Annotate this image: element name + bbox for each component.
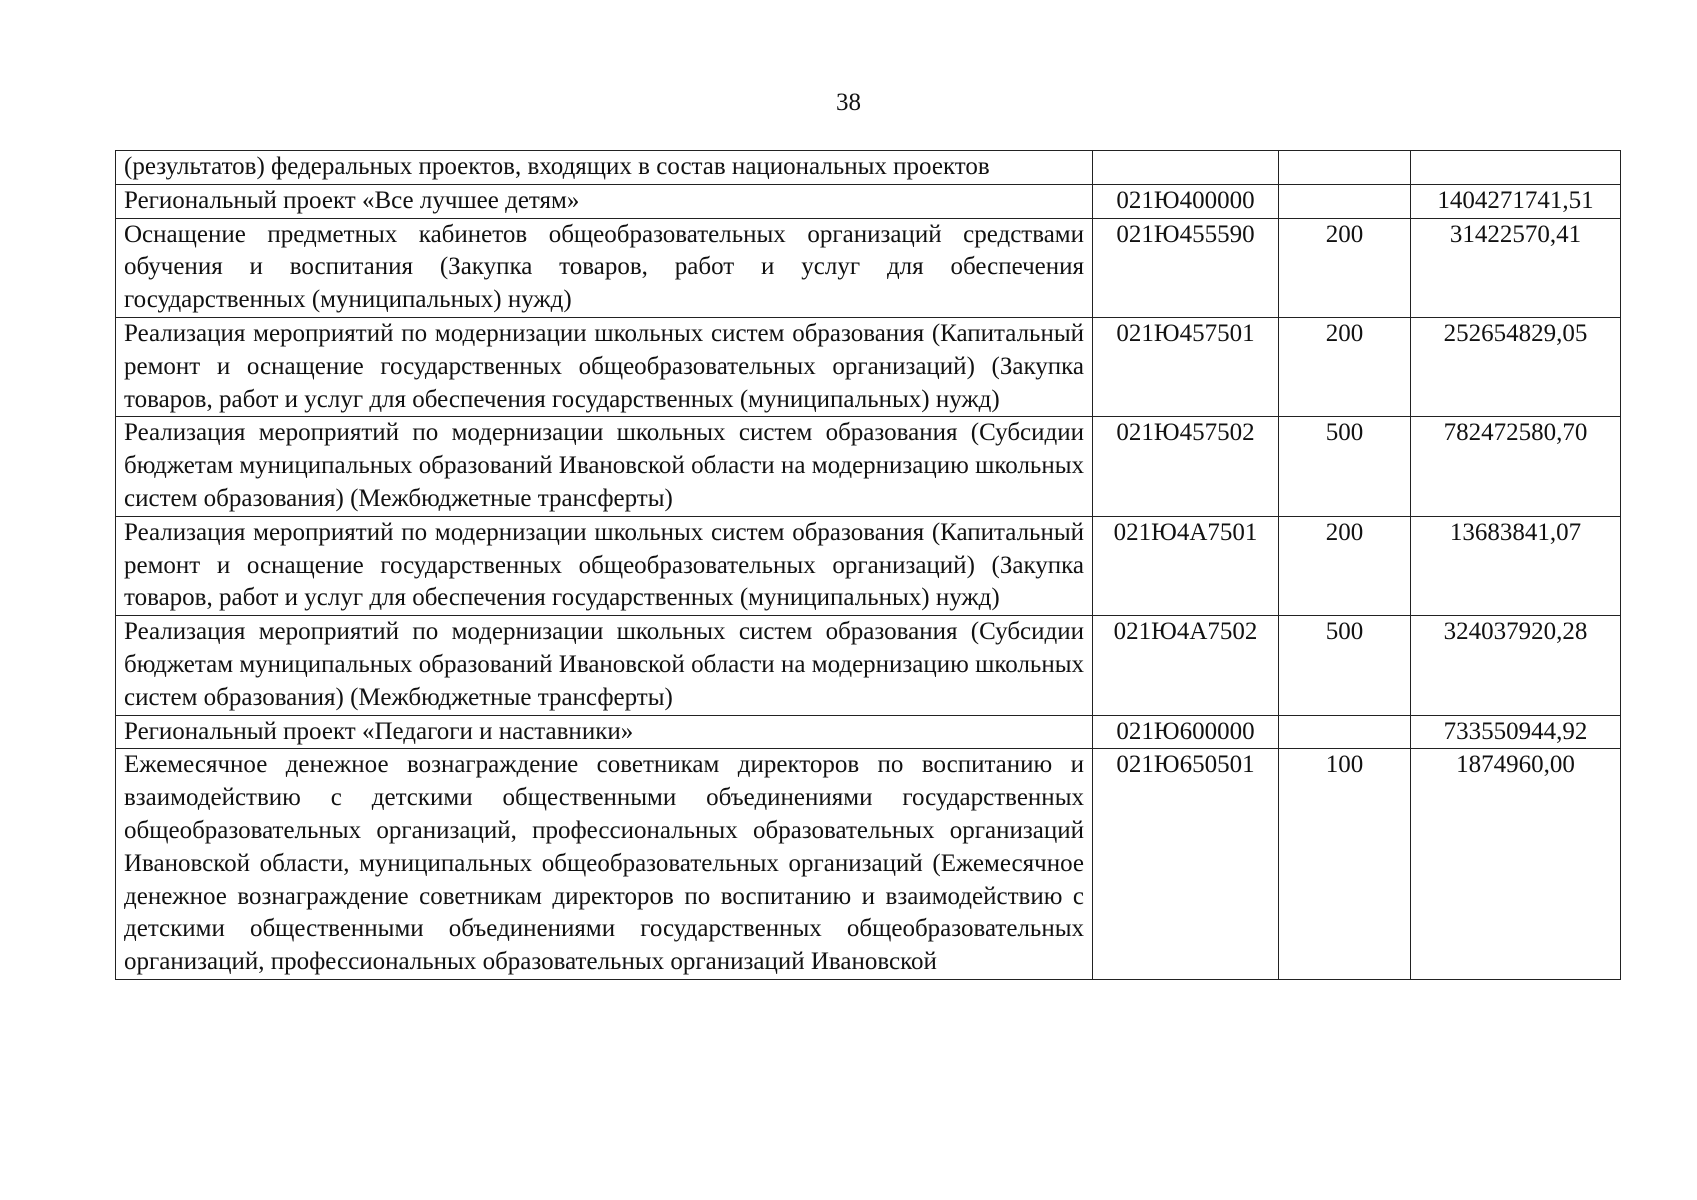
row-code-cell: 021Ю455590 bbox=[1093, 218, 1279, 317]
row-amount-cell: 1874960,00 bbox=[1411, 749, 1621, 980]
table-row bbox=[116, 715, 1621, 749]
row-code-cell: 021Ю457502 bbox=[1093, 417, 1279, 516]
table-row bbox=[116, 516, 1621, 615]
row-amount-cell: 782472580,70 bbox=[1411, 417, 1621, 516]
row-code-cell: 021Ю600000 bbox=[1093, 715, 1279, 749]
page-number: 38 bbox=[836, 89, 861, 116]
table-row bbox=[116, 218, 1621, 317]
budget-table-body bbox=[116, 151, 1621, 980]
row-expense-type-cell bbox=[1279, 151, 1411, 185]
row-amount-cell: 13683841,07 bbox=[1411, 516, 1621, 615]
row-amount-cell: 324037920,28 bbox=[1411, 616, 1621, 715]
row-expense-type-cell: 500 bbox=[1279, 417, 1411, 516]
row-expense-type-cell: 200 bbox=[1279, 317, 1411, 416]
row-name-cell: (результатов) федеральных проектов, входящих в состав национальных проектов bbox=[116, 151, 1093, 185]
row-expense-type-cell bbox=[1279, 184, 1411, 218]
budget-table bbox=[115, 150, 1621, 980]
row-code-cell: 021Ю650501 bbox=[1093, 749, 1279, 980]
row-amount-cell: 1404271741,51 bbox=[1411, 184, 1621, 218]
row-amount-cell: 252654829,05 bbox=[1411, 317, 1621, 416]
row-name-cell: Ежемесячное денежное вознаграждение советникам директоров по воспитанию и взаимодействию с детскими общественными объединениями государственных общеобразовательных организаций, профессиональных образовательных организаций Ивановской области, муниципальных общеобразовательных организаций (Ежемесячное денежное вознаграждение советникам директоров по воспитанию и взаимодействию с детскими общественными объединениями государственных общеобразовательных организаций, профессиональных образовательных организаций Ивановской bbox=[116, 749, 1093, 980]
row-amount-cell: 733550944,92 bbox=[1411, 715, 1621, 749]
table-row bbox=[116, 616, 1621, 715]
row-expense-type-cell bbox=[1279, 715, 1411, 749]
row-name-cell: Реализация мероприятий по модернизации школьных систем образования (Субсидии бюджетам муниципальных образований Ивановской области на модернизацию школьных систем образования) (Межбюджетные трансферты) bbox=[116, 417, 1093, 516]
row-expense-type-cell: 200 bbox=[1279, 218, 1411, 317]
row-code-cell: 021Ю4А7502 bbox=[1093, 616, 1279, 715]
row-name-cell: Реализация мероприятий по модернизации школьных систем образования (Субсидии бюджетам муниципальных образований Ивановской области на модернизацию школьных систем образования) (Межбюджетные трансферты) bbox=[116, 616, 1093, 715]
row-expense-type-cell: 200 bbox=[1279, 516, 1411, 615]
row-code-cell: 021Ю4А7501 bbox=[1093, 516, 1279, 615]
table-row bbox=[116, 317, 1621, 416]
row-expense-type-cell: 500 bbox=[1279, 616, 1411, 715]
row-name-cell: Реализация мероприятий по модернизации школьных систем образования (Капитальный ремонт и оснащение государственных общеобразовательных организаций) (Закупка товаров, работ и услуг для обеспечения государственных (муниципальных) нужд) bbox=[116, 317, 1093, 416]
row-name-cell: Региональный проект «Все лучшее детям» bbox=[116, 184, 1093, 218]
row-code-cell bbox=[1093, 151, 1279, 185]
table-row bbox=[116, 151, 1621, 185]
row-name-cell: Оснащение предметных кабинетов общеобразовательных организаций средствами обучения и воспитания (Закупка товаров, работ и услуг для обеспечения государственных (муниципальных) нужд) bbox=[116, 218, 1093, 317]
row-expense-type-cell: 100 bbox=[1279, 749, 1411, 980]
table-row bbox=[116, 749, 1621, 980]
table-row bbox=[116, 417, 1621, 516]
row-amount-cell bbox=[1411, 151, 1621, 185]
row-code-cell: 021Ю400000 bbox=[1093, 184, 1279, 218]
row-name-cell: Реализация мероприятий по модернизации школьных систем образования (Капитальный ремонт и оснащение государственных общеобразовательных организаций) (Закупка товаров, работ и услуг для обеспечения государственных (муниципальных) нужд) bbox=[116, 516, 1093, 615]
row-amount-cell: 31422570,41 bbox=[1411, 218, 1621, 317]
table-row bbox=[116, 184, 1621, 218]
row-code-cell: 021Ю457501 bbox=[1093, 317, 1279, 416]
row-name-cell: Региональный проект «Педагоги и наставники» bbox=[116, 715, 1093, 749]
